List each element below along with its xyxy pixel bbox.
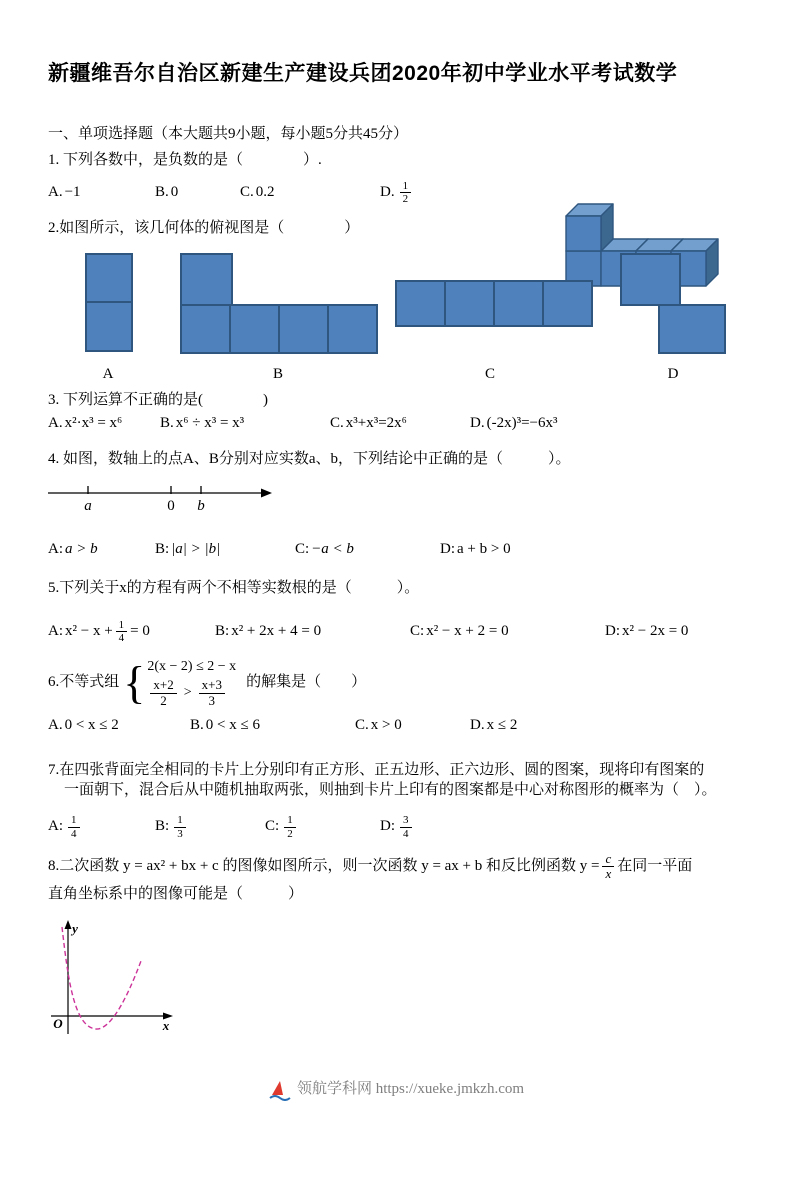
origin-label: O: [53, 1015, 63, 1031]
fraction: $\frac{1}{2}$: [400, 180, 412, 205]
q6-option-c: C. x > 0: [355, 716, 402, 733]
q7-option-b: B: $\frac{1}{3}$: [155, 814, 189, 839]
q6-suffix: 的解集是（ ）: [246, 674, 367, 691]
section-header: 一、单项选择题（本大题共9小题，每小题5分共45分）: [48, 126, 409, 143]
question-5-text: 5.下列关于x的方程有两个不相等实数根的是（ ）。: [48, 580, 420, 597]
q1-option-d: D. $\frac{1}{2}$: [380, 180, 414, 205]
inequality-system: [147, 658, 236, 708]
q5-option-a: A: x² − x + $\frac{1}{4}$ = 0: [48, 618, 150, 645]
question-7-text-line2: 一面朝下，混合后从中随机抽取两张，则抽到卡片上印有的图案都是中心对称图形的概率为（ ）。: [64, 781, 717, 798]
fraction: $\frac{x+3}{3}$: [199, 678, 225, 708]
parabola-graph-figure: [48, 919, 745, 1046]
figure-c: [395, 280, 593, 334]
question-8-text-line1: 8.二次函数 y = ax² + bx + c 的图像如图所示，则一次函数 y = ax + b 和反比例函数 y = $\frac{c}{x}$ 在同一平面: [48, 850, 693, 881]
parabola-curve: [62, 927, 141, 1029]
fraction: $\frac{x+2}{2}$: [150, 678, 176, 708]
question-3-options: [48, 414, 745, 434]
question-2-answer-figures: [48, 253, 745, 387]
figure-d-label: D: [667, 365, 679, 382]
q4-option-d: D: a + b > 0: [440, 540, 511, 557]
q4-option-c: C: −a < b: [295, 540, 354, 557]
footer-watermark: [48, 1079, 745, 1101]
figure-b-label: B: [272, 365, 284, 382]
system-brace: {: [123, 657, 146, 709]
question-3-text: 3. 下列运算不正确的是( ): [48, 391, 268, 408]
numberline-label-a: a: [84, 498, 92, 515]
fraction: $\frac{1}{3}$: [174, 814, 186, 839]
q1-option-b: B. 0: [155, 184, 179, 201]
q3-option-c: C. x³+x³=2x⁶: [330, 415, 407, 432]
question-4-options: [48, 540, 745, 560]
system-line-1: 2(x − 2) ≤ 2 − x: [147, 659, 237, 675]
question-8-text-line2: 直角坐标系中的图像可能是（ ）: [48, 886, 304, 903]
q3-option-a: A. x²·x³ = x⁶: [48, 415, 123, 432]
q7-option-d: D: $\frac{3}{4}$: [380, 814, 415, 839]
question-6-text: [48, 658, 745, 708]
fraction: $\frac{1}{4}$: [68, 814, 80, 839]
question-4-text: 4. 如图，数轴上的点A、B分别对应实数a、b，下列结论中正确的是（ ）。: [48, 450, 571, 467]
question-1-text: 1. 下列各数中，是负数的是（ ）.: [48, 151, 322, 168]
q6-option-a: A. 0 < x ≤ 2: [48, 716, 119, 733]
system-line-2: [147, 678, 236, 708]
figure-a: [85, 253, 133, 360]
figure-c-label: C: [484, 365, 496, 382]
q4-option-b: B: |a| > |b|: [155, 540, 221, 557]
figure-b: [180, 253, 378, 361]
question-7-options: [48, 814, 745, 839]
q3-option-b: B. x⁶ ÷ x³ = x³: [160, 415, 245, 432]
q5-option-c: C: x² − x + 2 = 0: [410, 622, 509, 639]
relation-sign: >: [183, 685, 192, 701]
arrow-up-icon: [65, 920, 72, 929]
q1-option-c: C. 0.2: [240, 184, 275, 201]
q6-prefix: 6.不等式组: [48, 674, 120, 691]
fraction: $\frac{c}{x}$: [602, 852, 614, 882]
fraction: $\frac{1}{4}$: [116, 619, 128, 644]
question-7-text-line1: 7.在四张背面完全相同的卡片上分别印有正方形、正五边形、正六边形、圆的图案，现将印有图案的: [48, 762, 705, 779]
q1-option-a: A. −1: [48, 184, 81, 201]
numberline-label-b: b: [197, 498, 205, 515]
q5-option-b: B: x² + 2x + 4 = 0: [215, 622, 322, 639]
x-axis-label: x: [162, 1017, 170, 1033]
question-2-text: 2.如图所示，该几何体的俯视图是（ ）: [48, 220, 360, 237]
numberline-label-zero: 0: [167, 498, 175, 515]
arrow-right-icon: [261, 489, 272, 498]
footer-site-text: 领航学科网 https://xueke.jmkzh.com: [296, 1081, 525, 1098]
q6-option-b: B. 0 < x ≤ 6: [190, 716, 260, 733]
number-line-figure: [48, 479, 745, 522]
question-6-options: [48, 716, 745, 736]
q4-option-a: A: a > b: [48, 540, 98, 557]
figure-d: [620, 253, 727, 361]
q6-option-d: D. x ≤ 2: [470, 716, 518, 733]
exam-page: [0, 60, 793, 1182]
question-5-options: [48, 619, 745, 644]
page-title: 新疆维吾尔自治区新建生产建设兵团2020年初中学业水平考试数学: [48, 62, 678, 85]
q7-option-a: A: $\frac{1}{4}$: [48, 814, 83, 839]
q5-option-d: D: x² − 2x = 0: [605, 622, 689, 639]
site-logo-icon: [269, 1079, 291, 1101]
figure-a-label: A: [102, 365, 114, 382]
q3-option-d: D. (-2x)³=−6x³: [470, 415, 558, 432]
q7-option-c: C: $\frac{1}{2}$: [265, 814, 299, 839]
y-axis-label: y: [72, 920, 78, 936]
fraction: $\frac{3}{4}$: [400, 814, 412, 839]
fraction: $\frac{1}{2}$: [284, 814, 296, 839]
